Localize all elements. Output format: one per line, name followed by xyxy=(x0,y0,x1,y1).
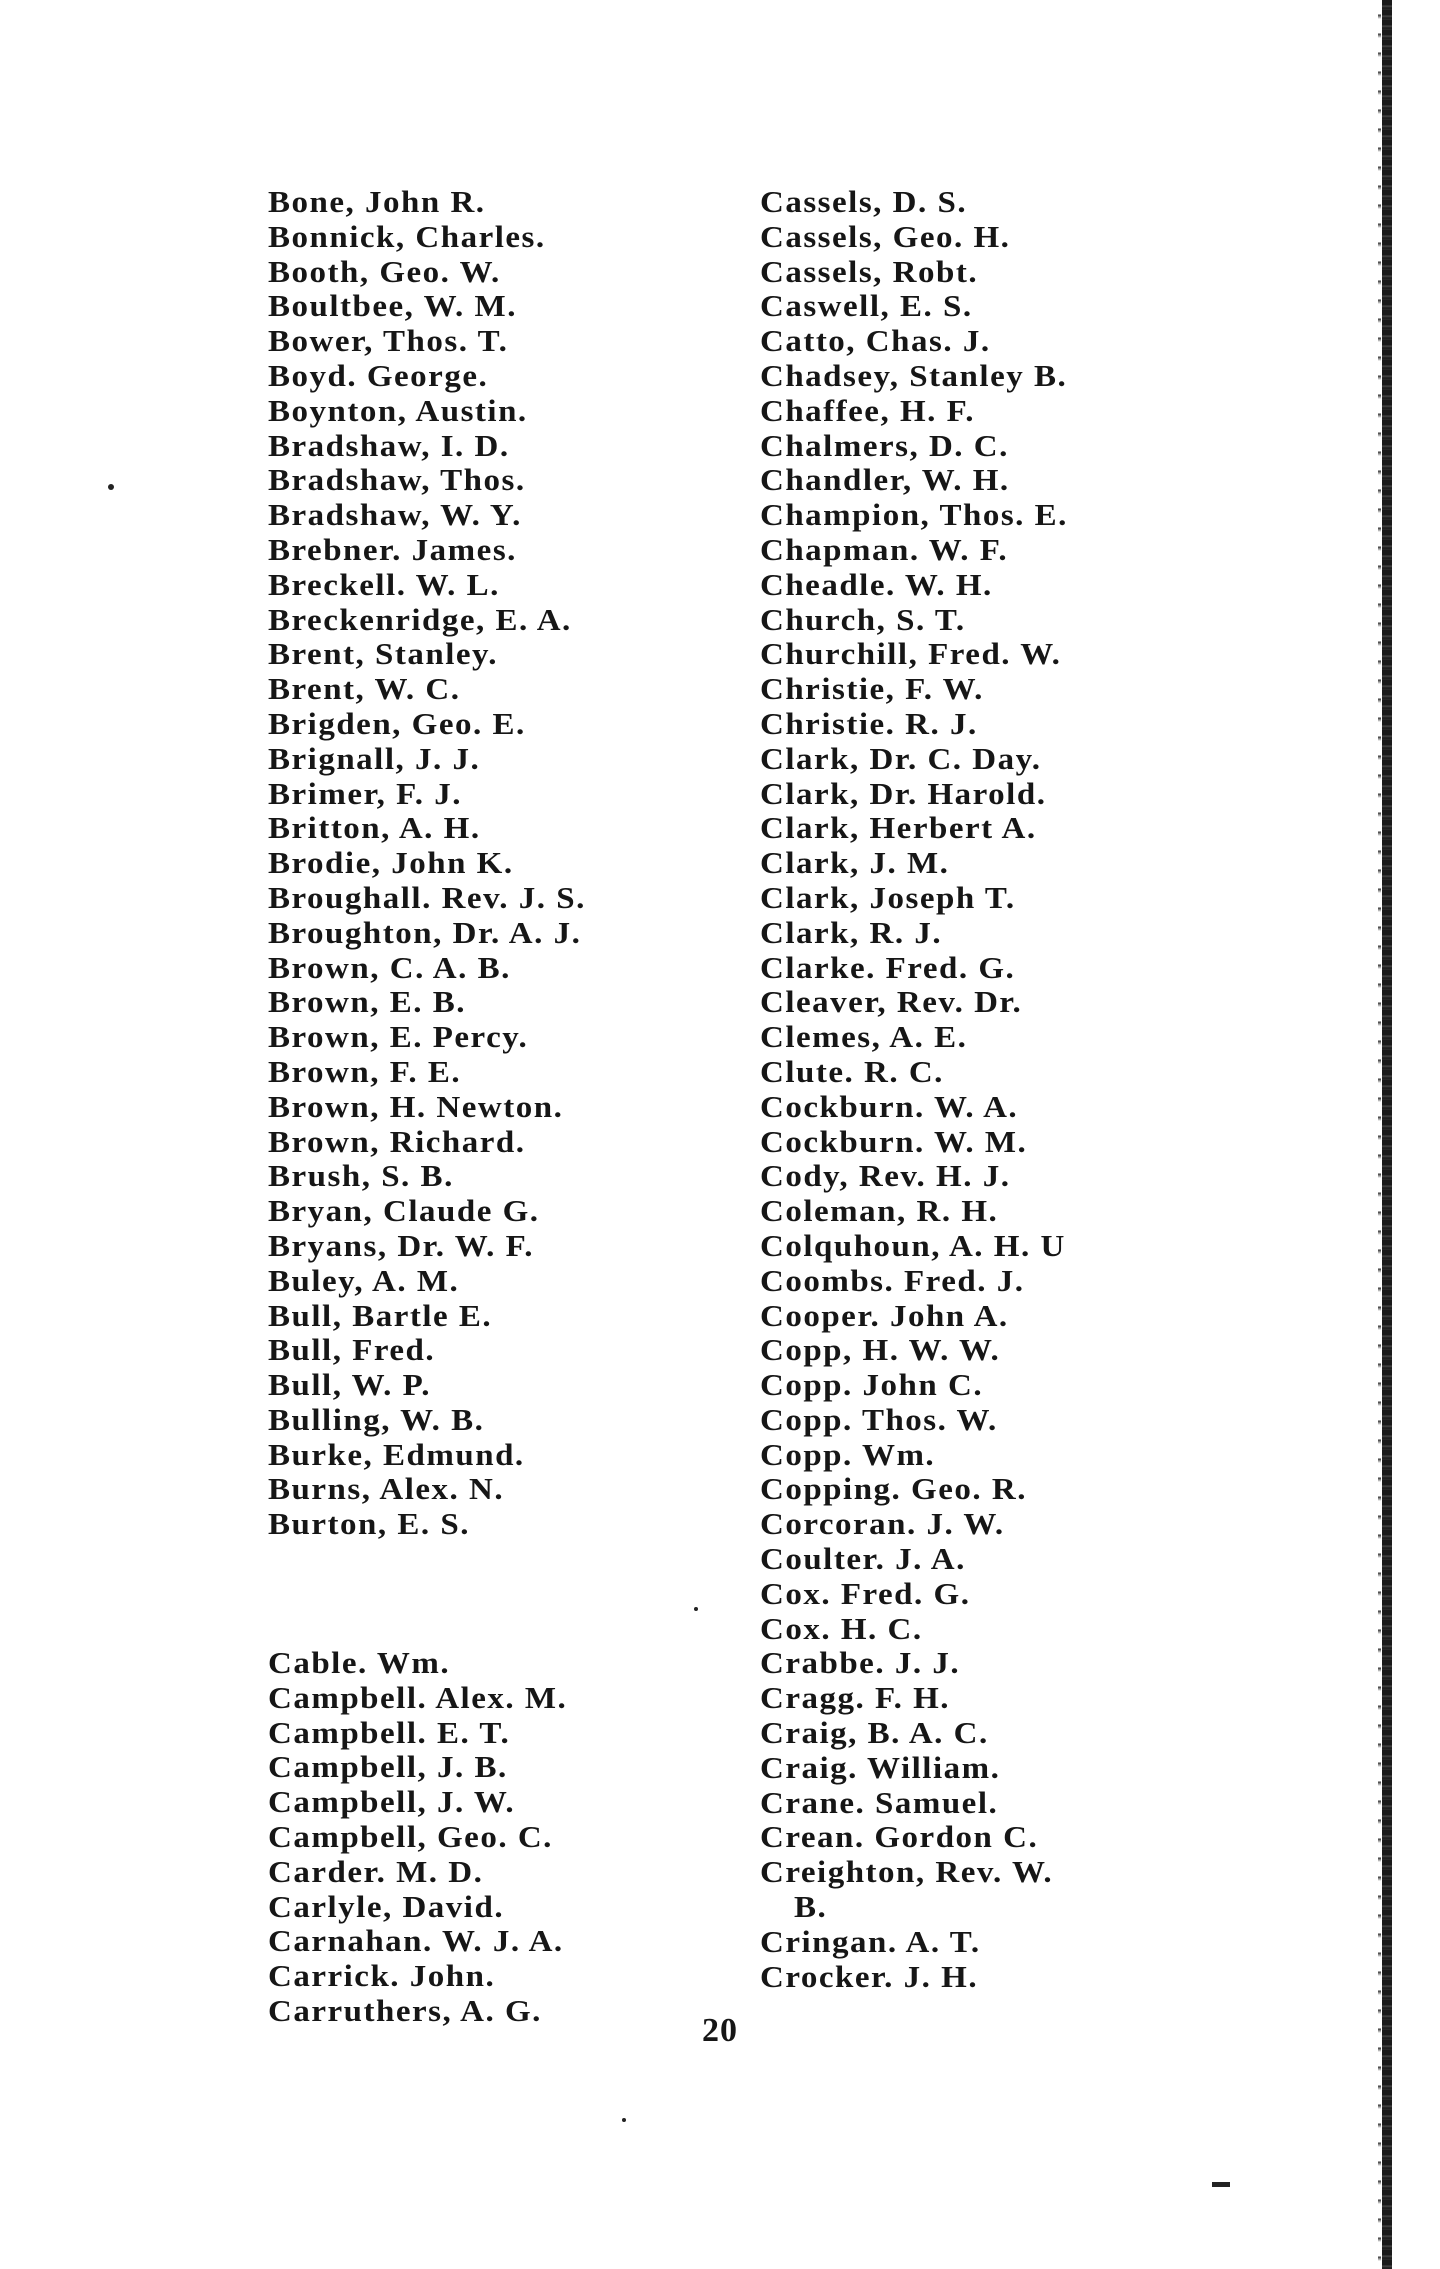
name-entry: Britton, A. H. xyxy=(268,812,481,846)
name-entry: Burton, E. S. xyxy=(268,1508,470,1542)
name-entry: Carlyle, David. xyxy=(268,1891,505,1925)
name-entry: Clemes, A. E. xyxy=(760,1021,968,1055)
name-entry: Cassels, Geo. H. xyxy=(760,221,1011,255)
name-entry: Carnahan. W. J. A. xyxy=(268,1925,564,1960)
name-entry: Craig, B. A. C. xyxy=(760,1717,989,1751)
name-entry: Brent, W. C. xyxy=(268,673,461,707)
name-entry: Bull, Fred. xyxy=(268,1334,436,1368)
name-entry: Buley, A. M. xyxy=(268,1265,460,1299)
right-name-column xyxy=(760,186,1320,1995)
name-entry: Churchill, Fred. W. xyxy=(760,638,1062,672)
section-gap xyxy=(268,1543,738,1647)
name-entry: Breckenridge, E. A. xyxy=(268,604,572,638)
scanned-page-edge xyxy=(1382,0,1392,2269)
name-entry: Broughall. Rev. J. S. xyxy=(268,882,586,916)
name-entry: Brignall, J. J. xyxy=(268,743,481,777)
name-entry: Brebner. James. xyxy=(268,534,517,568)
name-entry: Crabbe. J. J. xyxy=(760,1647,961,1682)
name-entry: Chaffee, H. F. xyxy=(760,395,976,429)
name-entry: Brimer, F. J. xyxy=(268,778,462,812)
name-entry: Carruthers, A. G. xyxy=(268,1995,542,2029)
ink-speck xyxy=(694,1607,698,1611)
name-entry: Crocker. J. H. xyxy=(760,1961,979,1995)
name-entry: Craig. William. xyxy=(760,1752,1001,1786)
name-entry: Chapman. W. F. xyxy=(760,534,1009,568)
ink-dash xyxy=(1212,2182,1230,2187)
name-entry: Bradshaw, W. Y. xyxy=(268,499,522,533)
name-entry: Campbell, J. B. xyxy=(268,1751,508,1786)
ink-speck xyxy=(108,484,114,490)
name-entry: Cassels, D. S. xyxy=(760,186,968,220)
name-entry: Campbell. E. T. xyxy=(268,1717,511,1751)
name-entry: Cleaver, Rev. Dr. xyxy=(760,986,1023,1020)
name-entry: Chandler, W. H. xyxy=(760,464,1010,498)
name-entry: Bone, John R. xyxy=(268,186,486,220)
name-entry: Cockburn. W. A. xyxy=(760,1091,1019,1125)
name-entry: Clark, Dr. Harold. xyxy=(760,778,1047,812)
name-entry: Bradshaw, I. D. xyxy=(268,430,510,464)
name-entry: Campbell. Alex. M. xyxy=(268,1682,568,1716)
name-entry: Clark, Joseph T. xyxy=(760,882,1016,916)
name-entry: Cooper. John A. xyxy=(760,1299,1009,1334)
name-entry: Corcoran. J. W. xyxy=(760,1508,1005,1542)
name-entry: Copp. Thos. W. xyxy=(760,1404,998,1438)
name-entry: Clarke. Fred. G. xyxy=(760,952,1016,986)
name-entry: Colquhoun, A. H. U xyxy=(760,1230,1066,1264)
name-entry: Copp. John C. xyxy=(760,1369,984,1403)
name-entry: Copping. Geo. R. xyxy=(760,1473,1027,1508)
name-entry: Brown, E. B. xyxy=(268,986,467,1020)
name-entry: Copp, H. W. W. xyxy=(760,1334,1001,1368)
name-entry: Church, S. T. xyxy=(760,604,966,638)
name-entry: Brent, Stanley. xyxy=(268,638,498,672)
name-entry: Carrick. John. xyxy=(268,1960,496,1994)
name-entry: Chadsey, Stanley B. xyxy=(760,360,1068,394)
name-entry: Coulter. J. A. xyxy=(760,1543,966,1577)
name-entry: Cheadle. W. H. xyxy=(760,569,993,603)
name-entry: Clark, Dr. C. Day. xyxy=(760,743,1042,777)
name-entry: Cringan. A. T. xyxy=(760,1926,981,1960)
name-entry: Champion, Thos. E. xyxy=(760,499,1068,533)
name-entry: Brown, Richard. xyxy=(268,1125,526,1160)
ink-speck xyxy=(622,2118,626,2122)
name-entry: Clark, Herbert A. xyxy=(760,812,1037,846)
name-entry: Cody, Rev. H. J. xyxy=(760,1160,1011,1194)
name-entry: Crean. Gordon C. xyxy=(760,1821,1039,1856)
name-entry: Brown, C. A. B. xyxy=(268,952,511,986)
name-entry: Boultbee, W. M. xyxy=(268,290,517,324)
name-entry: Caswell, E. S. xyxy=(760,290,973,324)
name-entry: Coombs. Fred. J. xyxy=(760,1265,1025,1299)
name-entry: Bulling, W. B. xyxy=(268,1404,485,1438)
name-entry-continuation: B. xyxy=(794,1891,828,1925)
name-entry: Boyd. George. xyxy=(268,360,489,394)
name-entry: Campbell, J. W. xyxy=(268,1786,516,1820)
name-entry: Booth, Geo. W. xyxy=(268,256,501,290)
name-entry: Clark, J. M. xyxy=(760,847,950,881)
name-entry: Brown, H. Newton. xyxy=(268,1091,564,1125)
name-entry: Brigden, Geo. E. xyxy=(268,708,526,742)
name-entry: Crane. Samuel. xyxy=(760,1787,999,1821)
left-name-column xyxy=(268,186,738,2030)
name-entry: Bryan, Claude G. xyxy=(268,1195,540,1229)
name-entry: Cox. H. C. xyxy=(760,1613,923,1647)
name-entry: Cox. Fred. G. xyxy=(760,1578,971,1612)
name-entry: Cockburn. W. M. xyxy=(760,1125,1028,1160)
name-entry: Brown, E. Percy. xyxy=(268,1021,529,1055)
name-entry: Breckell. W. L. xyxy=(268,569,500,603)
name-entry: Burke, Edmund. xyxy=(268,1439,525,1473)
name-entry: Chalmers, D. C. xyxy=(760,430,1009,464)
name-entry: Bull, W. P. xyxy=(268,1369,431,1403)
name-entry: Creighton, Rev. W. xyxy=(760,1856,1054,1890)
page-number: 20 xyxy=(702,2012,738,2049)
name-entry: Bryans, Dr. W. F. xyxy=(268,1230,535,1264)
name-entry: Coleman, R. H. xyxy=(760,1195,999,1229)
name-entry: Carder. M. D. xyxy=(268,1856,484,1890)
name-entry: Boynton, Austin. xyxy=(268,395,528,429)
name-entry: Clute. R. C. xyxy=(760,1056,944,1090)
name-entry: Campbell, Geo. C. xyxy=(268,1821,553,1855)
name-entry: Cassels, Robt. xyxy=(760,256,979,290)
name-entry: Brodie, John K. xyxy=(268,847,514,881)
name-entry: Brush, S. B. xyxy=(268,1160,454,1194)
name-entry: Cragg. F. H. xyxy=(760,1682,951,1716)
name-entry: Christie, F. W. xyxy=(760,673,984,707)
name-entry: Bull, Bartle E. xyxy=(268,1299,493,1334)
name-entry: Cable. Wm. xyxy=(268,1647,451,1681)
name-entry: Catto, Chas. J. xyxy=(760,325,991,359)
name-entry: Brown, F. E. xyxy=(268,1056,462,1090)
name-entry: Clark, R. J. xyxy=(760,917,943,951)
name-entry: Bower, Thos. T. xyxy=(268,325,509,359)
name-entry: Bradshaw, Thos. xyxy=(268,464,526,498)
name-entry: Copp. Wm. xyxy=(760,1439,936,1473)
name-entry: Broughton, Dr. A. J. xyxy=(268,917,582,951)
name-entry: Bonnick, Charles. xyxy=(268,221,546,255)
name-entry: Christie. R. J. xyxy=(760,708,978,742)
name-entry: Burns, Alex. N. xyxy=(268,1473,505,1508)
